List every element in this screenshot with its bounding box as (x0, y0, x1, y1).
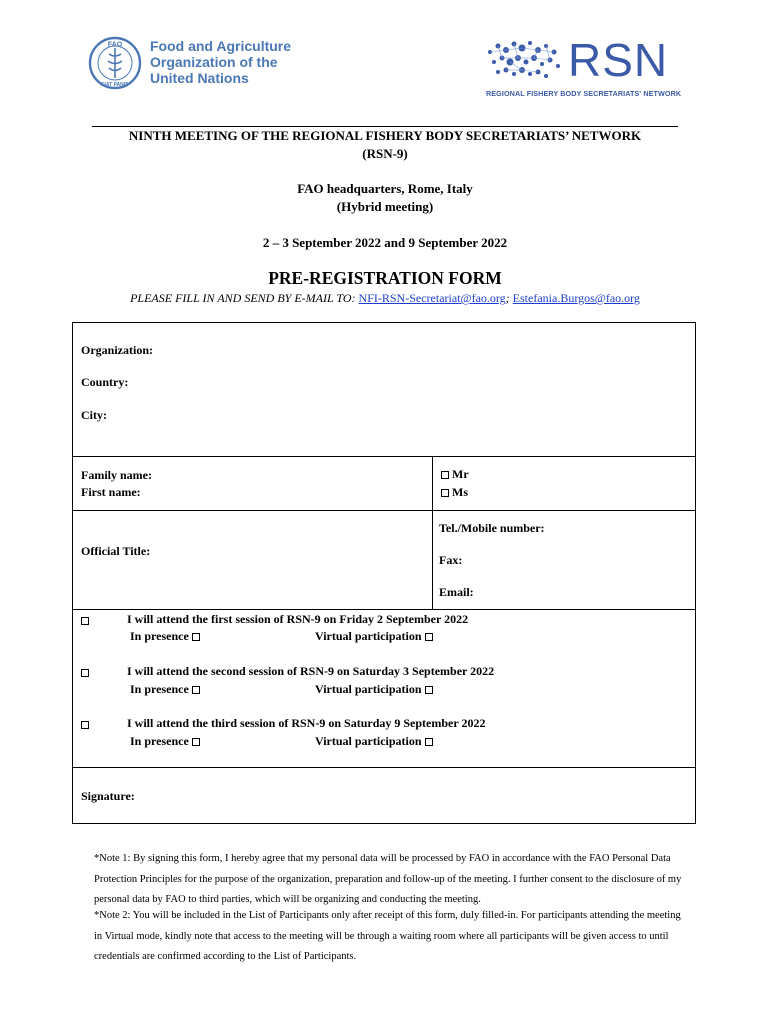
first-name-label: First name: (81, 485, 141, 499)
divider (73, 767, 695, 768)
session-1-in-presence-checkbox[interactable] (192, 633, 200, 641)
divider (73, 456, 695, 457)
session-1-checkbox[interactable] (81, 613, 89, 628)
session-1-text: I will attend the first session of RSN-9 on Friday 2 September 2022 (127, 612, 469, 626)
ms-checkbox[interactable] (441, 489, 449, 497)
ms-option[interactable]: Ms (441, 485, 468, 500)
rsn-wordmark: RSN (568, 34, 669, 86)
meeting-title-line1: NINTH MEETING OF THE REGIONAL FISHERY BODY SECRETARIATS’ NETWORK (128, 128, 642, 143)
session-2-in-presence[interactable]: In presence (130, 682, 200, 697)
session-1-virtual[interactable]: Virtual participation (315, 629, 433, 644)
divider (73, 609, 695, 610)
session-2-text: I will attend the second session of RSN-9 on Saturday 3 September 2022 (127, 664, 495, 678)
meeting-title-line2: (RSN-9) (362, 146, 408, 161)
rsn-network-icon (484, 38, 564, 82)
session-2-virtual[interactable]: Virtual participation (315, 682, 433, 697)
mr-checkbox[interactable] (441, 471, 449, 479)
signature-label: Signature: (81, 789, 135, 803)
session-3-virtual[interactable]: Virtual participation (315, 734, 433, 749)
email-separator: ; (505, 291, 513, 305)
session-3-in-presence-checkbox[interactable] (192, 738, 200, 746)
country-label: Country: (81, 375, 129, 389)
email-link-burgos[interactable]: Estefania.Burgos@fao.org (512, 291, 640, 305)
session-1-in-presence[interactable]: In presence (130, 629, 200, 644)
session-3-in-presence[interactable]: In presence (130, 734, 200, 749)
header-rule (92, 126, 678, 127)
registration-form (72, 322, 696, 824)
session-2-checkbox[interactable] (81, 665, 89, 680)
svg-text:FAO: FAO (107, 41, 123, 49)
session-3-virtual-checkbox[interactable] (425, 738, 433, 746)
svg-text:FIAT PANIS: FIAT PANIS (101, 82, 129, 88)
form-title: PRE-REGISTRATION FORM (268, 268, 502, 288)
rsn-logo (484, 34, 682, 102)
column-divider (432, 456, 433, 609)
rsn-subtitle: REGIONAL FISHERY BODY SECRETARIATS' NETWORK (486, 89, 682, 98)
city-label: City: (81, 408, 107, 422)
email-link-secretariat[interactable]: NFI-RSN-Secretariat@fao.org (358, 291, 506, 305)
email-label: Email: (439, 585, 474, 599)
session-1-virtual-checkbox[interactable] (425, 633, 433, 641)
session-3-checkbox[interactable] (81, 717, 89, 732)
meeting-location: FAO headquarters, Rome, Italy (297, 181, 473, 196)
fax-label: Fax: (439, 553, 463, 567)
official-title-label: Official Title: (81, 544, 151, 558)
organization-label: Organization: (81, 343, 153, 357)
fao-name: Food and Agriculture Organization of the United Nations (150, 38, 292, 86)
tel-label: Tel./Mobile number: (439, 521, 545, 535)
divider (73, 510, 695, 511)
meeting-mode: (Hybrid meeting) (336, 199, 434, 214)
note-2: *Note 2: You will be included in the List of Participants only after receipt of this form, duly filled-in. For participants attending the meeting in Virtual mode, kindly note that access to the meeting will be through a waiting room where all participants will be given access to until credentials are confirmed according to the List of Participants. (94, 910, 681, 962)
session-2-in-presence-checkbox[interactable] (192, 686, 200, 694)
family-name-label: Family name: (81, 468, 152, 482)
fao-logo (88, 36, 298, 86)
session-3-text: I will attend the third session of RSN-9 on Saturday 9 September 2022 (127, 716, 486, 730)
instruction-text: PLEASE FILL IN AND SEND BY E-MAIL TO: (130, 291, 359, 305)
meeting-dates: 2 – 3 September 2022 and 9 September 2022 (262, 235, 508, 250)
mr-option[interactable]: Mr (441, 467, 469, 482)
session-2-virtual-checkbox[interactable] (425, 686, 433, 694)
form-instruction (0, 291, 770, 306)
note-1: *Note 1: By signing this form, I hereby agree that my personal data will be processed by FAO in accordance with the FAO Personal Data Protection Principles for the purpose of the organization, preparation and follow-up of the meeting. I further consent to the disclosure of my personal data by FAO to third parties, which will be organizing and conducting the meeting. (94, 853, 682, 905)
fao-emblem-icon (88, 36, 142, 90)
